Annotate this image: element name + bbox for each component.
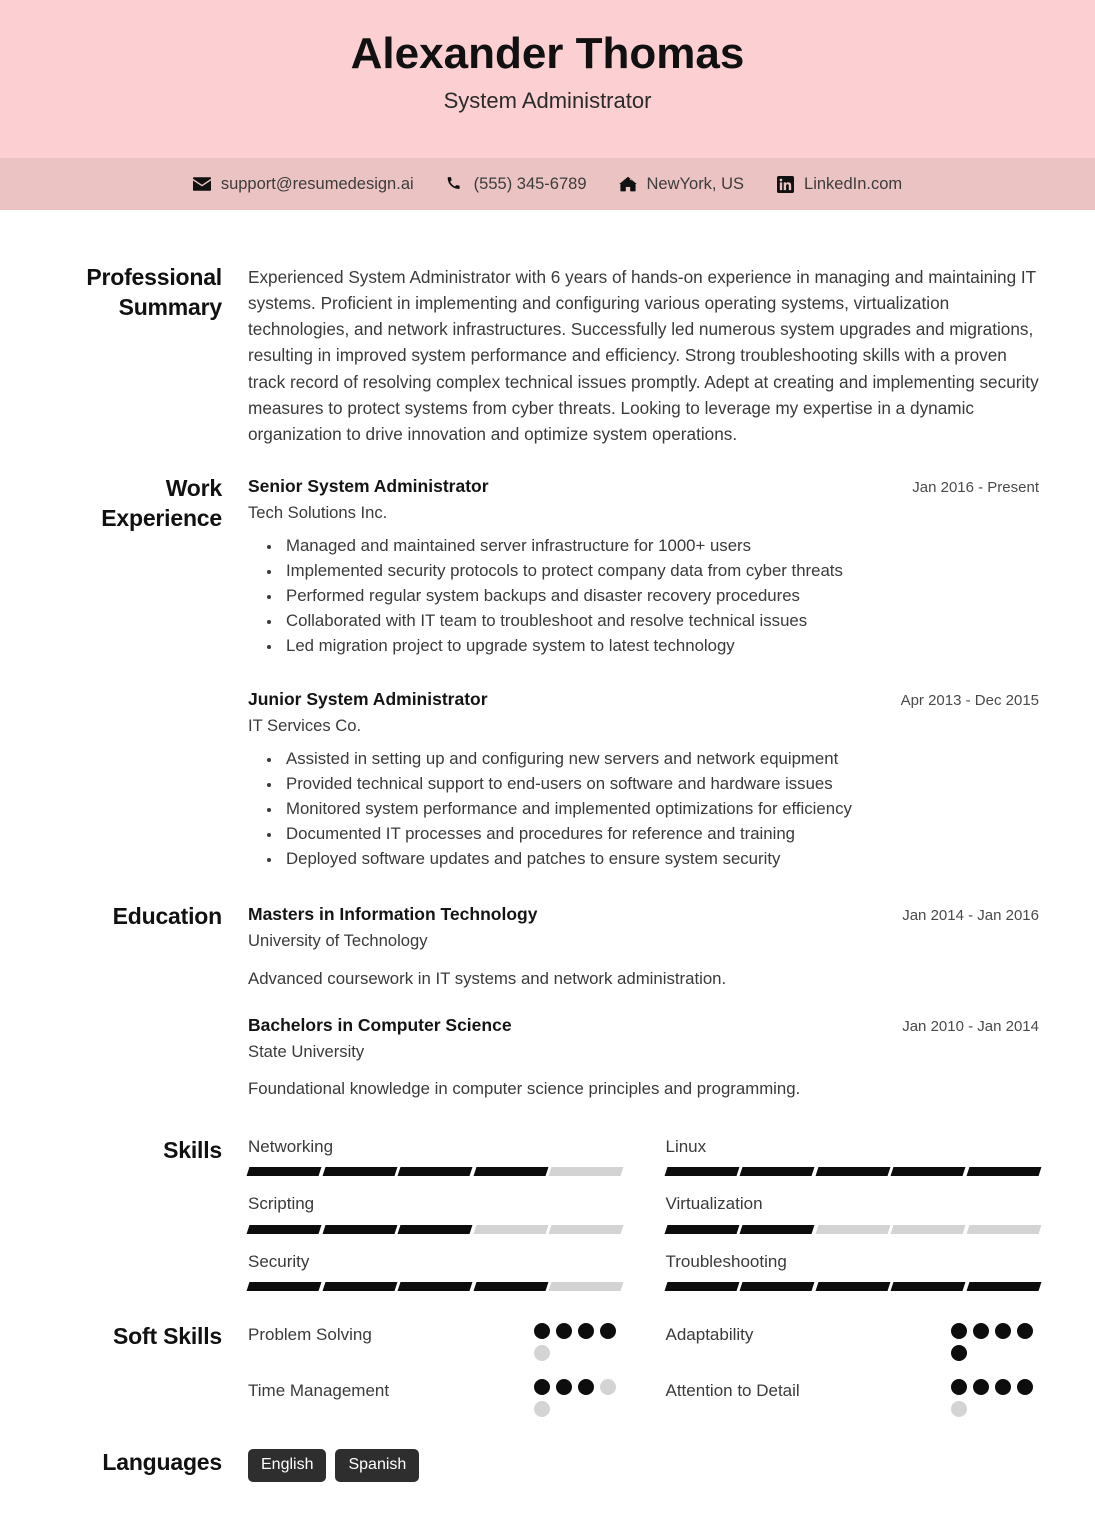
- job-bullets: [248, 746, 1039, 871]
- section-education: [56, 901, 1039, 1100]
- job-title: System Administrator: [443, 88, 652, 114]
- skill-item: [666, 1252, 1040, 1291]
- soft-skill-rating: [534, 1379, 622, 1417]
- rating-dot: [534, 1345, 550, 1361]
- contact-location[interactable]: [619, 175, 745, 194]
- contact-phone-label: (555) 345-6789: [473, 174, 587, 193]
- degree-title: Bachelors in Computer Science: [248, 1015, 512, 1036]
- bullet-item: • Performed regular system backups and disaster recovery procedures: [282, 583, 1039, 608]
- skill-bar-segment: [322, 1167, 396, 1176]
- soft-skill-grid: [248, 1323, 1039, 1417]
- work-entry-header: [248, 688, 1039, 711]
- skill-item: [666, 1194, 1040, 1233]
- contact-linkedin[interactable]: [776, 175, 902, 194]
- skill-bar-segment: [815, 1225, 889, 1234]
- section-soft-skills: [56, 1321, 1039, 1417]
- section-skills: [56, 1135, 1039, 1291]
- bullet-item: • Assisted in setting up and configuring new servers and network equipment: [282, 746, 1039, 771]
- skill-level-bar: [666, 1225, 1040, 1234]
- contact-location-label: NewYork, US: [646, 174, 745, 193]
- education-body: [248, 901, 1039, 1100]
- bullet-item: • Led migration project to upgrade system to latest technology: [282, 633, 1039, 658]
- skill-label: Troubleshooting: [665, 1251, 787, 1271]
- skill-grid: [248, 1137, 1039, 1291]
- contact-phone[interactable]: [446, 175, 587, 194]
- job-date: Jan 2016 - Present: [912, 478, 1039, 496]
- home-icon: [619, 176, 638, 193]
- skill-bar-segment: [891, 1225, 965, 1234]
- skill-item: [248, 1137, 622, 1176]
- skill-item: [248, 1252, 622, 1291]
- contact-email-label: support@resumedesign.ai: [220, 174, 414, 193]
- rating-dot: [556, 1379, 572, 1395]
- skill-bar-segment: [891, 1282, 965, 1291]
- skill-level-bar: [248, 1225, 622, 1234]
- skill-item: [248, 1194, 622, 1233]
- bullet-item: • Monitored system performance and implemented optimizations for efficiency: [282, 796, 1039, 821]
- resume-body: [0, 210, 1095, 1512]
- rating-dot: [951, 1323, 967, 1339]
- skills-body: [248, 1135, 1039, 1291]
- skill-label: Linux: [665, 1136, 707, 1156]
- skill-bar-segment: [664, 1225, 738, 1234]
- education-entry: [248, 1014, 1039, 1101]
- envelope-icon: [193, 176, 212, 193]
- work-entry: [248, 688, 1039, 871]
- skill-bar-segment: [740, 1167, 814, 1176]
- skill-level-bar: [248, 1167, 622, 1176]
- skill-bar-segment: [966, 1167, 1040, 1176]
- rating-dot: [578, 1379, 594, 1395]
- rating-dot: [951, 1401, 967, 1417]
- bullet-item: • Managed and maintained server infrastructure for 1000+ users: [282, 533, 1039, 558]
- soft-skill-label: Attention to Detail: [665, 1380, 800, 1400]
- skill-bar-segment: [664, 1167, 738, 1176]
- summary-body: [248, 262, 1039, 447]
- bullet-item: • Documented IT processes and procedures for reference and training: [282, 821, 1039, 846]
- language-chip: English: [248, 1449, 326, 1482]
- skill-bar-segment: [966, 1225, 1040, 1234]
- section-heading-summary: Professional Summary: [86, 264, 222, 321]
- skill-label: Scripting: [248, 1194, 315, 1214]
- rating-dot: [578, 1323, 594, 1339]
- soft-skill-label: Problem Solving: [248, 1324, 372, 1344]
- education-entry-header: [248, 1014, 1039, 1037]
- skill-bar-segment: [398, 1282, 472, 1291]
- rating-dot: [951, 1379, 967, 1395]
- rating-dot: [534, 1401, 550, 1417]
- skill-label: Virtualization: [665, 1194, 763, 1214]
- phone-icon: [446, 176, 465, 193]
- summary-text: Experienced System Administrator with 6 years of hands-on experience in managing and maintaining IT systems. Proficient in implementing and configuring various operating systems, virtualization technologies, and network infrastructures. Successfully led numerous system upgrades and migrations, resulting in improved system performance and efficiency. Strong troubleshooting skills with a proven track record of resolving complex technical issues promptly. Adept at creating and implementing security measures to protect systems from cyber threats. Looking to leverage my expertise in a dynamic organization to drive innovation and optimize system operations.: [248, 267, 1039, 444]
- language-chip-list: [248, 1449, 1039, 1482]
- section-work-experience: [56, 473, 1039, 871]
- soft-skill-label: Time Management: [248, 1380, 390, 1400]
- skill-bar-segment: [247, 1167, 321, 1176]
- degree-date: Jan 2014 - Jan 2016: [902, 907, 1039, 925]
- degree-date: Jan 2010 - Jan 2014: [902, 1018, 1039, 1036]
- work-entry: [248, 475, 1039, 658]
- education-entry: [248, 903, 1039, 990]
- skill-bar-segment: [247, 1225, 321, 1234]
- soft-skill-item: [666, 1323, 1040, 1361]
- section-heading-languages: Languages: [102, 1448, 222, 1475]
- page-title: Alexander Thomas: [350, 29, 745, 78]
- bullet-item: • Collaborated with IT team to troubleshoot and resolve technical issues: [282, 608, 1039, 633]
- contact-linkedin-label: LinkedIn.com: [804, 174, 903, 193]
- skill-bar-segment: [815, 1167, 889, 1176]
- rating-dot: [534, 1323, 550, 1339]
- skill-bar-segment: [815, 1282, 889, 1291]
- skill-bar-segment: [740, 1225, 814, 1234]
- skill-bar-segment: [473, 1225, 547, 1234]
- skill-bar-segment: [473, 1167, 547, 1176]
- soft-skill-rating: [951, 1323, 1039, 1361]
- school-name: University of Technology: [248, 931, 428, 951]
- soft-skill-rating: [534, 1323, 622, 1361]
- soft-skill-item: [248, 1379, 622, 1417]
- linkedin-icon: [776, 176, 795, 193]
- section-heading-education: Education: [112, 903, 222, 930]
- skill-bar-segment: [549, 1167, 623, 1176]
- rating-dot: [973, 1379, 989, 1395]
- rating-dot: [1017, 1379, 1033, 1395]
- job-role: Junior System Administrator: [248, 689, 488, 710]
- skill-bar-segment: [247, 1282, 321, 1291]
- skill-bar-segment: [549, 1282, 623, 1291]
- job-role: Senior System Administrator: [248, 475, 489, 496]
- skill-level-bar: [248, 1282, 622, 1291]
- rating-dot: [600, 1323, 616, 1339]
- school-name: State University: [248, 1041, 365, 1061]
- bullet-item: • Implemented security protocols to protect company data from cyber threats: [282, 558, 1039, 583]
- section-heading-soft-skills: Soft Skills: [113, 1322, 222, 1349]
- rating-dot: [995, 1323, 1011, 1339]
- skill-bar-segment: [398, 1167, 472, 1176]
- soft-skill-item: [248, 1323, 622, 1361]
- rating-dot: [973, 1323, 989, 1339]
- soft-skills-body: [248, 1321, 1039, 1417]
- bullet-item: • Provided technical support to end-users on software and hardware issues: [282, 771, 1039, 796]
- language-chip: Spanish: [335, 1449, 419, 1482]
- job-bullets: [248, 533, 1039, 658]
- skill-item: [666, 1137, 1040, 1176]
- skill-bar-segment: [664, 1282, 738, 1291]
- soft-skill-label: Adaptability: [665, 1324, 754, 1344]
- section-languages: [56, 1447, 1039, 1482]
- languages-body: [248, 1447, 1039, 1482]
- skill-bar-segment: [740, 1282, 814, 1291]
- rating-dot: [951, 1345, 967, 1361]
- education-entry-header: [248, 903, 1039, 926]
- bullet-item: • Deployed software updates and patches to ensure system security: [282, 846, 1039, 871]
- skill-bar-segment: [322, 1282, 396, 1291]
- degree-description: Advanced coursework in IT systems and network administration.: [248, 968, 727, 988]
- degree-title: Masters in Information Technology: [248, 904, 538, 925]
- job-company: Tech Solutions Inc.: [248, 502, 388, 522]
- rating-dot: [995, 1379, 1011, 1395]
- resume-header: [0, 0, 1095, 158]
- soft-skill-item: [666, 1379, 1040, 1417]
- skill-bar-segment: [473, 1282, 547, 1291]
- section-heading-skills: Skills: [163, 1136, 222, 1163]
- skill-bar-segment: [549, 1225, 623, 1234]
- skill-level-bar: [666, 1282, 1040, 1291]
- rating-dot: [556, 1323, 572, 1339]
- rating-dot: [1017, 1323, 1033, 1339]
- soft-skill-rating: [951, 1379, 1039, 1417]
- contact-bar: [0, 158, 1095, 210]
- job-date: Apr 2013 - Dec 2015: [900, 692, 1039, 710]
- skill-bar-segment: [322, 1225, 396, 1234]
- job-company: IT Services Co.: [248, 715, 362, 735]
- work-body: [248, 473, 1039, 871]
- skill-bar-segment: [966, 1282, 1040, 1291]
- skill-label: Security: [248, 1251, 310, 1271]
- skill-bar-segment: [398, 1225, 472, 1234]
- work-entry-header: [248, 475, 1039, 498]
- rating-dot: [534, 1379, 550, 1395]
- skill-level-bar: [666, 1167, 1040, 1176]
- skill-bar-segment: [891, 1167, 965, 1176]
- section-professional-summary: [56, 262, 1039, 447]
- degree-description: Foundational knowledge in computer science principles and programming.: [248, 1079, 801, 1099]
- skill-label: Networking: [248, 1136, 334, 1156]
- rating-dot: [600, 1379, 616, 1395]
- section-heading-work: Work Experience: [101, 474, 222, 532]
- contact-email[interactable]: [193, 175, 414, 194]
